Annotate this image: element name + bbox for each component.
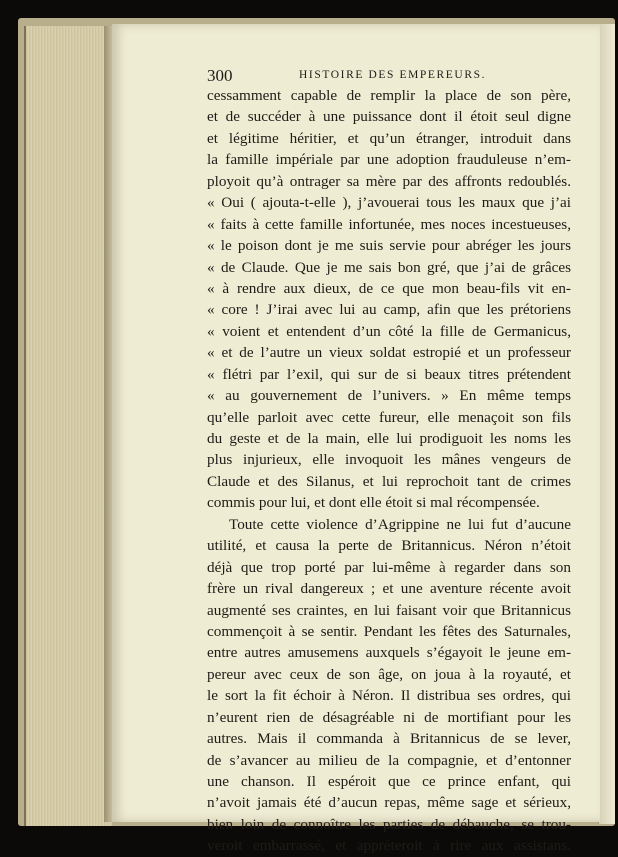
text-line: utilité, et causa la perte de Britannicus. Néron n’étoit (207, 537, 571, 555)
text-line: augmenté ses craintes, en lui faisant voir que Britannicus (207, 601, 571, 619)
text-line: de s’avancer au milieu de la compagnie, et d’entonner (207, 751, 571, 769)
text-line: « flétri par l’exil, qui sur de si beaux titres prétendent (207, 365, 571, 383)
text-line: et légitime héritier, et qu’un étranger, introduit dans (207, 129, 571, 147)
text-line: déjà que trop porté par lui-même à regarder dans son (207, 558, 571, 576)
running-title: HISTOIRE DES EMPEREURS. (299, 69, 487, 81)
text-line: entre autres amusemens auxquels s’égayoit le jeune em- (207, 644, 571, 662)
text-line: qu’elle parloit avec cette fureur, elle menaçoit son fils (207, 408, 571, 426)
text-line: le sort la fit échoir à Néron. Il distribua ses ordres, qui (207, 687, 571, 705)
text-line: « Oui ( ajouta-t-elle ), j’avouerai tous les maux que j’ai (207, 194, 571, 212)
text-line: « faits à cette famille infortunée, mes noces incestueuses, (207, 215, 571, 233)
facing-page-edge (598, 24, 615, 824)
text-line: n’eurent rien de désagréable ni de mortifiant pour les (207, 708, 571, 726)
text-line: « le poison dont je me suis servie pour abréger les jours (207, 237, 571, 255)
text-line: « voient et entendent d’un côté la fille de Germanicus, (207, 322, 571, 340)
text-line: la famille impériale par une adoption frauduleuse n’em- (207, 151, 571, 169)
text-line: commençoit à se sentir. Pendant les fêtes des Saturnales, (207, 622, 571, 640)
text-line: Claude et des Silanus, et lui reprochoit tant de crimes (207, 472, 571, 490)
page-edges-stack (24, 26, 112, 826)
paragraph-first-line: Toute cette violence d’Agrippine ne lui fut d’aucune (229, 515, 571, 533)
book-page (112, 24, 600, 855)
text-line: « au gouvernement de l’univers. » En même temps (207, 387, 571, 405)
text-line: bien loin de connoître les parties de débauche, se trou- (207, 815, 571, 833)
text-line: du geste et de la main, elle lui prodiguoit les noms les (207, 430, 571, 447)
text-line: ployoit qu’à ontrager sa mère par des affronts redoublés. (207, 172, 571, 190)
text-line: frère un rival dangereux ; et une aventure récente avoit (207, 580, 571, 598)
text-line: autres. Mais il commanda à Britannicus de se lever, (207, 730, 571, 748)
text-line: une chanson. Il espéroit que ce prince enfant, qui (207, 773, 571, 790)
text-line: cessamment capable de remplir la place de son père, (207, 87, 571, 104)
text-line: « à rendre aux dieux, de ce que mon beau-fils vit en- (207, 279, 571, 297)
text-line: n’avoit jamais été d’aucun repas, même sage et sérieux, (207, 794, 571, 812)
text-line: « core ! J’irai avec lui au camp, afin que les prétoriens (207, 301, 571, 319)
body-text (207, 85, 571, 857)
text-line: veroit embarrassé, et appréteroit à rire aux assistans. (207, 837, 571, 855)
text-line: pereur avec ceux de son âge, on joua à la royauté, et (207, 665, 571, 683)
text-line: plus injurieux, elle invoquoit les mânes vengeurs de (207, 451, 571, 469)
text-line: commis pour lui, et dont elle étoit si mal récompensée. (207, 494, 540, 512)
text-line: et de succéder à une puissance dont il étoit seul digne (207, 108, 571, 126)
text-line: « et de l’autre un vieux soldat estropié et un professeur (207, 344, 571, 362)
page-number: 300 (207, 66, 233, 85)
text-line: « de Claude. Que je me sais bon gré, que j’ai de grâces (207, 258, 571, 276)
